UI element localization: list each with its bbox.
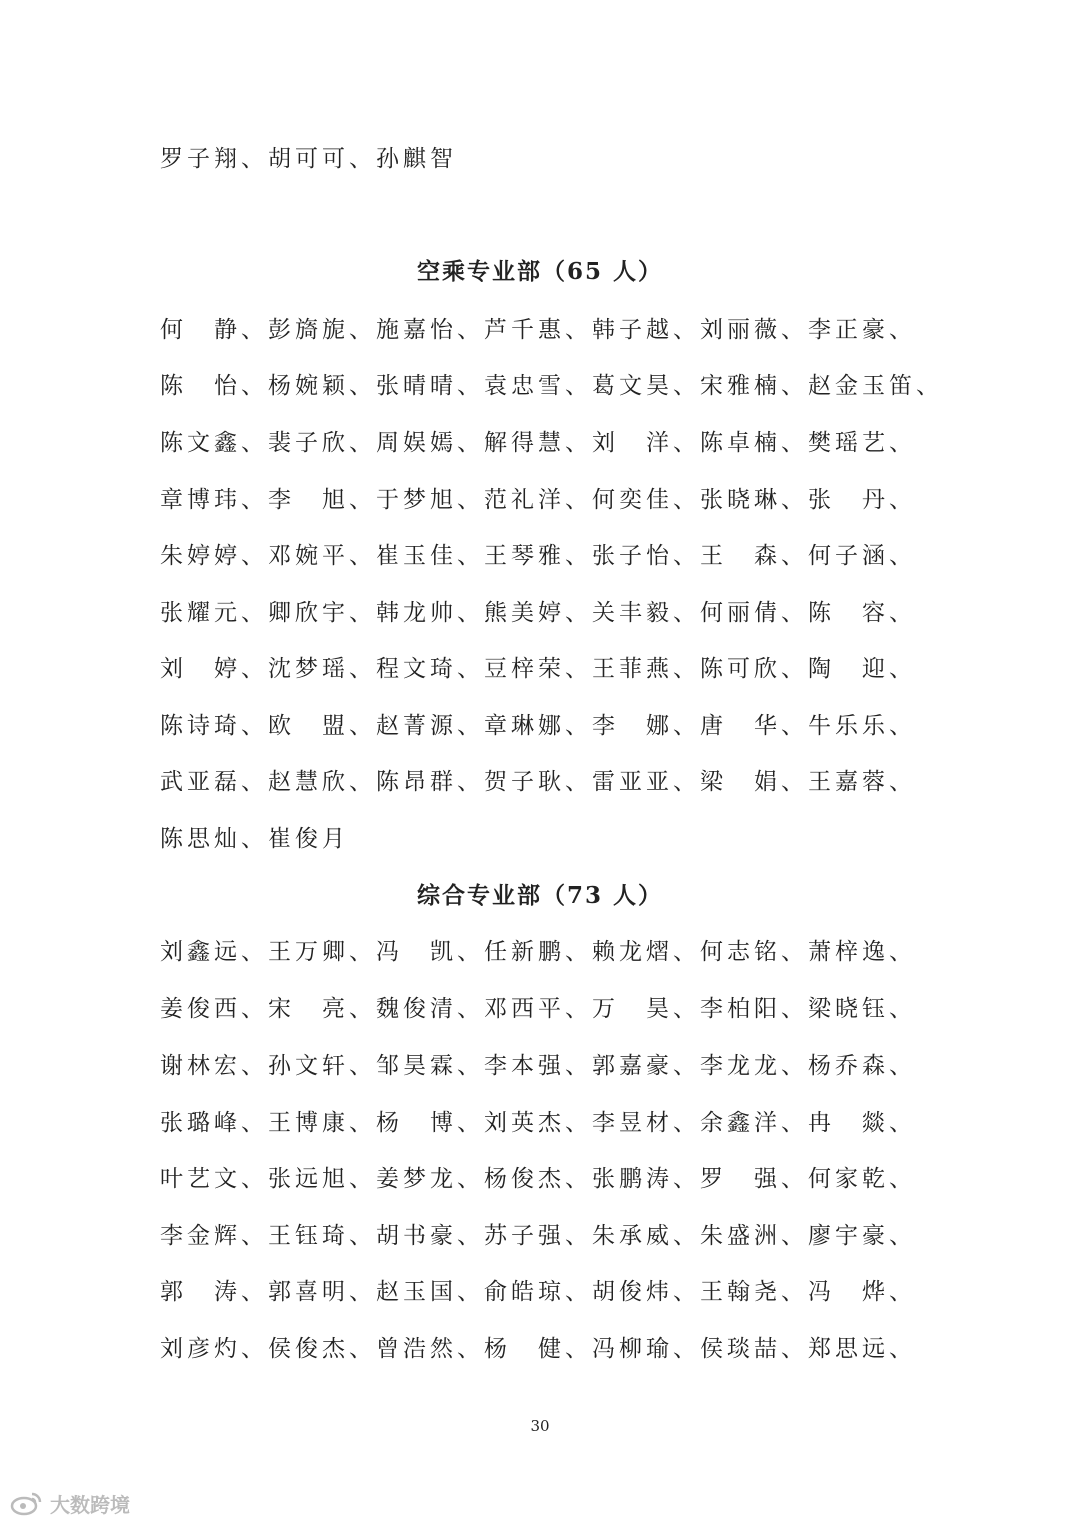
weibo-icon [10, 1490, 44, 1516]
name-line: 何 静、彭旖旎、施嘉怡、芦千惠、韩子越、刘丽薇、李正豪、 [160, 317, 916, 343]
name-line: 刘鑫远、王万卿、冯 凯、任新鹏、赖龙熠、何志铭、萧梓逸、 [160, 939, 916, 965]
name-line: 陈诗琦、欧 盟、赵菁源、章琳娜、李 娜、唐 华、牛乐乐、 [160, 713, 916, 739]
name-line: 陈思灿、崔俊月 [160, 826, 349, 852]
name-line: 刘彦灼、侯俊杰、曾浩然、杨 健、冯柳瑜、侯琰喆、郑思远、 [160, 1336, 916, 1362]
name-line: 朱婷婷、邓婉平、崔玉佳、王琴雅、张子怡、王 森、何子涵、 [160, 543, 916, 569]
name-line: 谢林宏、孙文轩、邹昊霖、李本强、郭嘉豪、李龙龙、杨乔森、 [160, 1053, 916, 1079]
section-heading-cabin-crew: 空乘专业部（65 人） [416, 258, 663, 285]
name-line: 郭 涛、郭喜明、赵玉国、俞皓琼、胡俊炜、王翰尧、冯 烨、 [160, 1279, 916, 1305]
name-line: 叶艺文、张远旭、姜梦龙、杨俊杰、张鹏涛、罗 强、何家乾、 [160, 1166, 916, 1192]
name-line: 张耀元、卿欣宇、韩龙帅、熊美婷、关丰毅、何丽倩、陈 容、 [160, 600, 916, 626]
watermark [10, 1488, 130, 1518]
name-line: 刘 婷、沈梦瑶、程文琦、豆梓荣、王菲燕、陈可欣、陶 迎、 [160, 656, 916, 682]
name-line: 张璐峰、王博康、杨 博、刘英杰、李昱材、余鑫洋、冉 燚、 [160, 1110, 916, 1136]
page-number: 30 [530, 1417, 550, 1435]
name-line: 陈 怡、杨婉颖、张晴晴、袁忠雪、葛文昊、宋雅楠、赵金玉笛、 [160, 373, 943, 399]
name-line: 罗子翔、胡可可、孙麒智 [160, 146, 457, 172]
watermark-text: 大数跨境 [50, 1492, 130, 1517]
name-line: 武亚磊、赵慧欣、陈昂群、贺子耿、雷亚亚、梁 娟、王嘉蓉、 [160, 769, 916, 795]
section-heading-comprehensive: 综合专业部（73 人） [416, 882, 663, 909]
name-line: 姜俊西、宋 亮、魏俊清、邓西平、万 昊、李柏阳、梁晓钰、 [160, 996, 916, 1022]
name-line: 李金辉、王钰琦、胡书豪、苏子强、朱承威、朱盛洲、廖宇豪、 [160, 1223, 916, 1249]
name-line: 章博玮、李 旭、于梦旭、范礼洋、何奕佳、张晓琳、张 丹、 [160, 487, 916, 513]
name-line: 陈文鑫、裴子欣、周娱嫣、解得慧、刘 洋、陈卓楠、樊瑶艺、 [160, 430, 916, 456]
